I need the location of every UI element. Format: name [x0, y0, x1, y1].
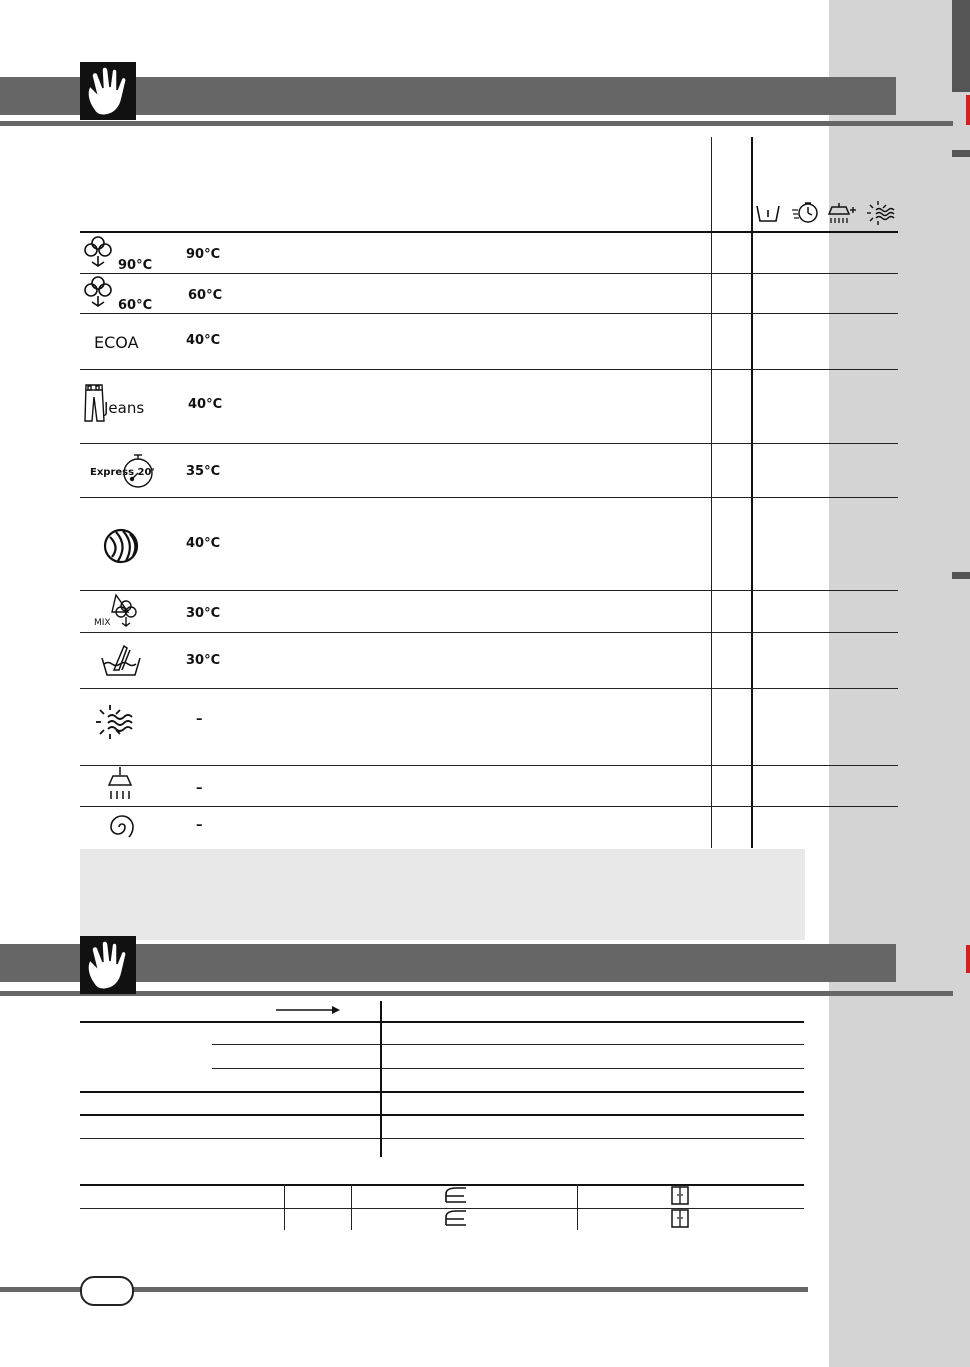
cotton-90-icon — [82, 234, 154, 272]
drying-col-divider — [351, 1184, 352, 1230]
iron-dry-icon — [442, 1209, 470, 1229]
wardrobe-dry-icon — [670, 1186, 690, 1206]
drying-col-divider — [577, 1184, 578, 1230]
rinse-icon — [106, 766, 136, 804]
jeans-label: Jeans — [104, 399, 145, 417]
row-separator — [80, 443, 898, 444]
row-separator — [80, 590, 898, 591]
hand-wash-icon — [100, 640, 142, 680]
cotton-60-label: 60°C — [118, 298, 153, 312]
wool-icon — [102, 527, 142, 565]
section2-hand-icon — [80, 936, 136, 994]
row-separator — [80, 765, 898, 766]
sidebar-red-mark-1 — [966, 95, 970, 125]
section1-hand-icon — [80, 62, 136, 120]
quick-icon — [790, 200, 820, 224]
temperature-value: 35°C — [186, 464, 221, 479]
consumption-subrule — [212, 1068, 804, 1069]
sidebar-tab-top — [952, 0, 970, 92]
prewash-icon — [754, 202, 782, 224]
row-separator — [80, 369, 898, 370]
row-separator — [80, 497, 898, 498]
row-separator — [80, 632, 898, 633]
consumption-rule — [80, 1091, 804, 1093]
express-icon — [88, 451, 158, 493]
sidebar-red-mark-2 — [966, 945, 970, 973]
page-number-badge — [80, 1276, 134, 1306]
mix-label: MIX — [94, 618, 111, 628]
refresh-icon — [94, 703, 138, 743]
jeans-icon — [82, 383, 154, 423]
eco-a-icon — [94, 326, 154, 352]
consumption-rule — [80, 1114, 804, 1116]
temperature-value: – — [196, 818, 203, 833]
table-header-rule — [80, 231, 898, 233]
consumption-rule — [80, 1138, 804, 1139]
temperature-value: 40°C — [186, 333, 221, 348]
temperature-value: – — [196, 712, 203, 727]
temperature-value: 30°C — [186, 606, 221, 621]
mix-icon — [94, 592, 142, 630]
arrow-right-icon — [276, 1005, 340, 1015]
temperature-value: 60°C — [188, 288, 223, 303]
section1-header-underline — [0, 121, 953, 126]
express-label: Express 20' — [90, 467, 155, 478]
section2-header-underline — [0, 991, 953, 996]
refresh-header-icon — [866, 200, 898, 226]
sidebar-tab-mid2 — [952, 572, 970, 579]
eco-a-label: ECOA — [94, 333, 139, 352]
consumption-rule — [80, 1021, 804, 1023]
consumption-subrule — [212, 1044, 804, 1045]
iron-dry-icon — [442, 1186, 470, 1206]
row-separator — [80, 688, 898, 689]
drying-col-divider — [284, 1184, 285, 1230]
temperature-value: 40°C — [188, 397, 223, 412]
temperature-value: 30°C — [186, 653, 221, 668]
row-separator — [80, 806, 898, 807]
spin-icon — [102, 809, 140, 845]
row-separator — [80, 313, 898, 314]
table-col-divider-1 — [711, 137, 712, 848]
sidebar-tab-mid1 — [952, 150, 970, 157]
rinse-plus-icon — [826, 202, 858, 226]
temperature-value: 90°C — [186, 247, 221, 262]
temperature-value: – — [196, 781, 203, 796]
consumption-col-divider — [380, 1001, 382, 1157]
cotton-60-icon — [82, 274, 154, 312]
table-col-divider-2 — [751, 137, 753, 848]
wardrobe-dry-icon — [670, 1209, 690, 1229]
temperature-value: 40°C — [186, 536, 221, 551]
row-separator — [80, 273, 898, 274]
note-panel — [80, 849, 805, 940]
cotton-90-label: 90°C — [118, 258, 153, 272]
